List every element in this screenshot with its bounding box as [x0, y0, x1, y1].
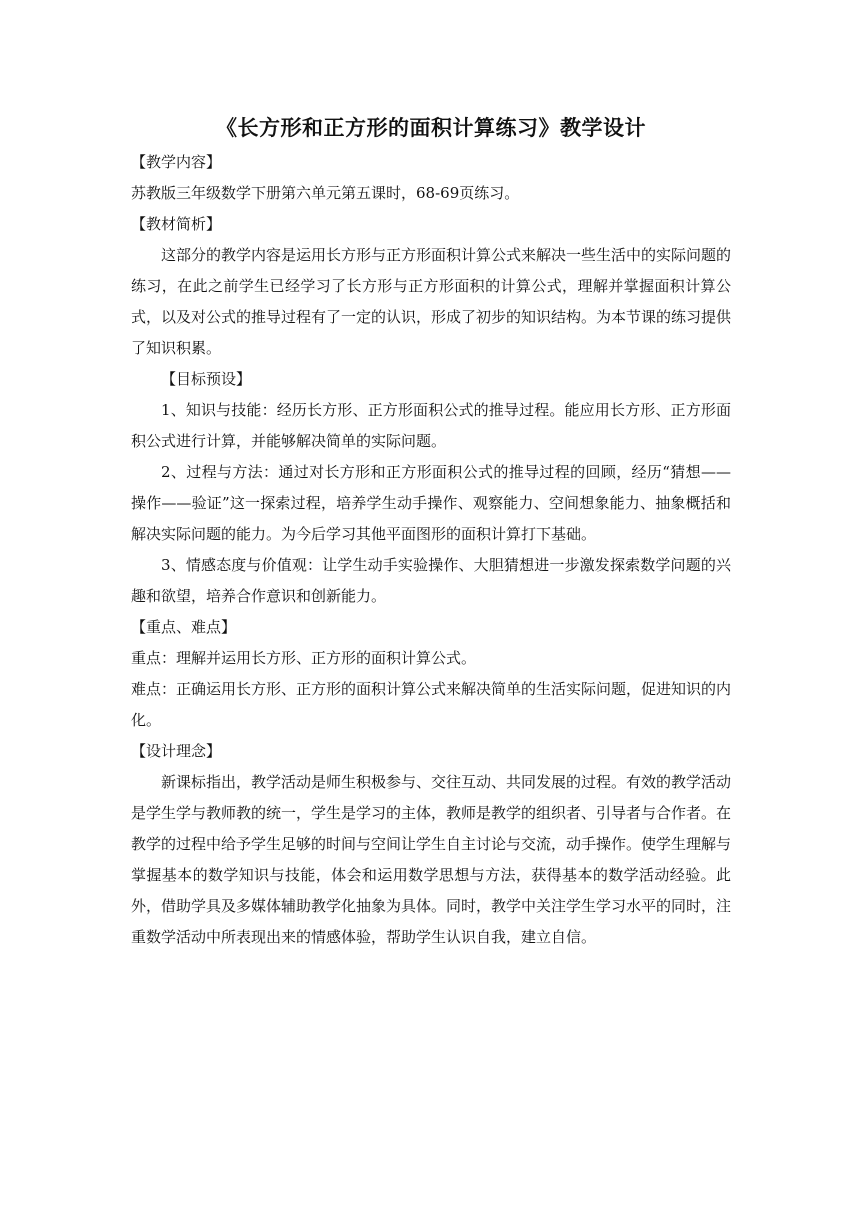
- goal-attitude-values: 3、情感态度与价值观：让学生动手实验操作、大胆猜想进一步激发探索数学问题的兴趣和欲望，培养合作意识和创新能力。: [131, 556, 731, 605]
- section-heading-teaching-content: 【教学内容】: [131, 153, 222, 171]
- section-heading-material-analysis: 【教材简析】: [131, 215, 222, 233]
- design-concept-paragraph: 新课标指出，教学活动是师生积极参与、交往互动、共同发展的过程。有效的教学活动是学生学与教师教的统一，学生是学习的主体，教师是教学的组织者、引导者与合作者。在教学的过程中给予学生足够的时间与空间让学生自主讨论与交流，动手操作。使学生理解与掌握基本的数学知识与技能，体会和运用数学思想与方法，获得基本的数学活动经验。此外，借助学具及多媒体辅助教学化抽象为具体。同时，教学中关注学生学习水平的同时，注重数学活动中所表现出来的情感体验，帮助学生认识自我，建立自信。: [131, 773, 732, 946]
- section-heading-key-difficult: 【重点、难点】: [131, 618, 237, 636]
- section-heading-goals: 【目标预设】: [161, 370, 252, 388]
- document-title: 《长方形和正方形的面积计算练习》教学设计: [216, 115, 646, 140]
- key-point-text: 重点：理解并运用长方形、正方形的面积计算公式。: [131, 649, 477, 667]
- goal-knowledge-skills: 1、知识与技能：经历长方形、正方形面积公式的推导过程。能应用长方形、正方形面积公式进行计算，并能够解决简单的实际问题。: [131, 401, 731, 450]
- material-analysis-paragraph: 这部分的教学内容是运用长方形与正方形面积计算公式来解决一些生活中的实际问题的练习，在此之前学生已经学习了长方形与正方形面积的计算公式，理解并掌握面积计算公式，以及对公式的推导过程有了一定的认识，形成了初步的知识结构。为本节课的练习提供了知识积累。: [131, 246, 732, 357]
- difficult-point-text: 难点：正确运用长方形、正方形的面积计算公式来解决简单的生活实际问题，促进知识的内化。: [131, 680, 732, 729]
- section-heading-design-concept: 【设计理念】: [131, 742, 222, 760]
- teaching-content-text: 苏教版三年级数学下册第六单元第五课时，68-69页练习。: [131, 184, 520, 202]
- document-page: [131, 113, 731, 953]
- goal-process-methods: 2、过程与方法：通过对长方形和正方形面积公式的推导过程的回顾，经历“猜想——操作——验证”这一探索过程，培养学生动手操作、观察能力、空间想象能力、抽象概括和解决实际问题的能力。为今后学习其他平面图形的面积计算打下基础。: [131, 463, 731, 543]
